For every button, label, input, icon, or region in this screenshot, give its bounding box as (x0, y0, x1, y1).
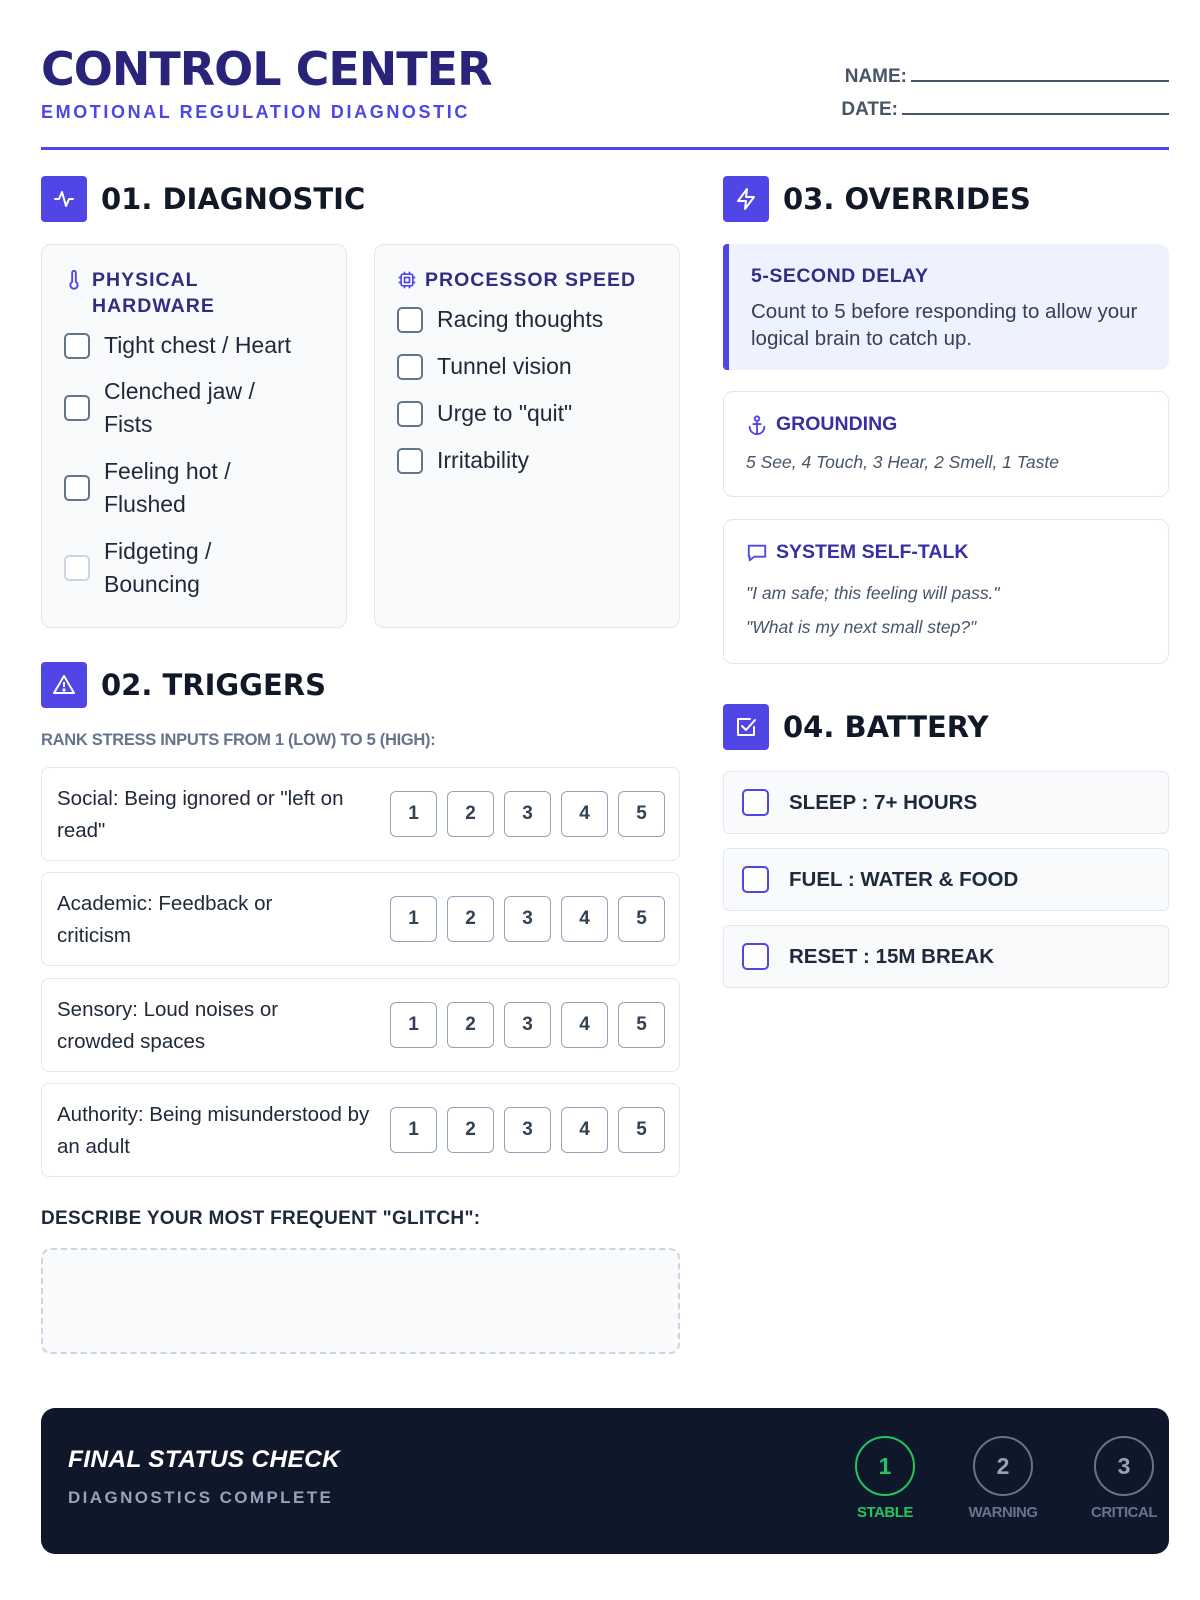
checkbox[interactable] (397, 401, 423, 427)
checkbox[interactable] (64, 555, 90, 581)
rating-button-3[interactable]: 3 (504, 896, 551, 942)
delay-text: Count to 5 before responding to allow your logical brain to catch up. (751, 300, 1138, 350)
processor-item-label: Urge to "quit" (437, 400, 573, 426)
delay-title: 5-SECOND DELAY (751, 265, 929, 287)
page-title: CONTROL CENTER (41, 42, 492, 96)
grounding-title (746, 413, 897, 436)
status-level-critical[interactable] (1079, 1436, 1169, 1521)
overrides-title: 03. OVERRIDES (783, 182, 1031, 216)
name-label: NAME: (844, 66, 907, 87)
status-label: CRITICAL (1091, 1504, 1157, 1521)
rating-button-5[interactable]: 5 (618, 1107, 665, 1153)
processor-item[interactable] (397, 303, 603, 336)
checkbox[interactable] (397, 448, 423, 474)
battery-title: 04. BATTERY (783, 710, 989, 744)
processor-item[interactable] (397, 444, 529, 477)
physical-item-label: Feeling hot / Flushed (104, 458, 231, 517)
status-label: WARNING (968, 1504, 1038, 1521)
page-subtitle: EMOTIONAL REGULATION DIAGNOSTIC (41, 102, 470, 122)
checkbox[interactable] (742, 789, 769, 816)
checkbox[interactable] (64, 395, 90, 421)
triggers-heading (41, 662, 326, 708)
rating-button-1[interactable]: 1 (390, 1107, 437, 1153)
self-talk-title-text: SYSTEM SELF-TALK (776, 541, 969, 563)
trigger-row (41, 978, 680, 1072)
status-level-warning[interactable] (958, 1436, 1048, 1521)
worksheet-page (41, 0, 1169, 1600)
rating-button-5[interactable]: 5 (618, 791, 665, 837)
rating-button-1[interactable]: 1 (390, 791, 437, 837)
rating-button-5[interactable]: 5 (618, 1002, 665, 1048)
physical-hardware-title (64, 267, 215, 319)
status-footer (41, 1408, 1169, 1554)
physical-title-line1: PHYSICAL (92, 269, 199, 291)
checkbox[interactable] (397, 354, 423, 380)
rating-button-4[interactable]: 4 (561, 1107, 608, 1153)
battery-item-label: RESET : 15M BREAK (789, 944, 995, 968)
trigger-label: Authority: Being misunderstood by an adult (57, 1103, 370, 1158)
rating-button-4[interactable]: 4 (561, 896, 608, 942)
checkbox[interactable] (64, 475, 90, 501)
self-talk-title (746, 541, 968, 564)
rating-button-1[interactable]: 1 (390, 1002, 437, 1048)
battery-heading (723, 704, 989, 750)
trigger-label: Academic: Feedback or criticism (57, 892, 273, 947)
diagnostic-heading (41, 176, 365, 222)
rating-button-4[interactable]: 4 (561, 791, 608, 837)
battery-item-label: SLEEP : 7+ HOURS (789, 790, 978, 814)
status-label: STABLE (857, 1504, 913, 1521)
warning-icon (41, 662, 87, 708)
processor-item-label: Racing thoughts (437, 306, 604, 332)
grounding-title-text: GROUNDING (776, 413, 898, 435)
checkbox[interactable] (397, 307, 423, 333)
lightning-icon (723, 176, 769, 222)
rating-button-1[interactable]: 1 (390, 896, 437, 942)
trigger-label: Social: Being ignored or "left on read" (57, 787, 344, 842)
self-talk-line: "What is my next small step?" (746, 617, 977, 637)
checkbox-icon (723, 704, 769, 750)
glitch-prompt: DESCRIBE YOUR MOST FREQUENT "GLITCH": (41, 1208, 481, 1229)
physical-item[interactable] (64, 329, 291, 362)
rating-scale (390, 896, 665, 942)
rating-button-3[interactable]: 3 (504, 791, 551, 837)
processor-speed-box (374, 244, 680, 628)
checkbox[interactable] (64, 333, 90, 359)
processor-item-label: Tunnel vision (437, 353, 572, 379)
battery-item-label: FUEL : WATER & FOOD (789, 867, 1019, 891)
physical-item[interactable] (64, 535, 294, 601)
thermometer-icon (64, 269, 84, 291)
rank-instruction: RANK STRESS INPUTS FROM 1 (LOW) TO 5 (HIGH): (41, 731, 436, 749)
pulse-icon (41, 176, 87, 222)
glitch-response-field[interactable] (41, 1248, 680, 1354)
triggers-title: 02. TRIGGERS (101, 668, 327, 702)
physical-item-label: Fidgeting / Bouncing (104, 538, 212, 597)
status-circle[interactable]: 1 (855, 1436, 915, 1496)
status-circle[interactable]: 3 (1094, 1436, 1154, 1496)
rating-button-4[interactable]: 4 (561, 1002, 608, 1048)
checkbox[interactable] (742, 866, 769, 893)
rating-button-3[interactable]: 3 (504, 1002, 551, 1048)
processor-item[interactable] (397, 397, 572, 430)
physical-hardware-box (41, 244, 347, 628)
rating-button-3[interactable]: 3 (504, 1107, 551, 1153)
rating-button-2[interactable]: 2 (447, 1002, 494, 1048)
trigger-row (41, 1083, 680, 1177)
footer-title: FINAL STATUS CHECK (68, 1446, 341, 1473)
anchor-icon (746, 414, 768, 436)
trigger-row (41, 767, 680, 861)
status-level-stable[interactable] (840, 1436, 930, 1521)
physical-item-label: Clenched jaw / Fists (104, 378, 255, 437)
footer-subtitle: DIAGNOSTICS COMPLETE (68, 1488, 334, 1507)
processor-item[interactable] (397, 350, 572, 383)
processor-title-text: PROCESSOR SPEED (425, 269, 637, 291)
delay-callout (723, 244, 1169, 370)
trigger-label: Sensory: Loud noises or crowded spaces (57, 998, 279, 1053)
rating-button-5[interactable]: 5 (618, 896, 665, 942)
grounding-card (723, 391, 1169, 497)
self-talk-line: "I am safe; this feeling will pass." (746, 583, 1000, 603)
physical-item[interactable] (64, 455, 294, 521)
date-label: DATE: (841, 99, 898, 120)
rating-button-2[interactable]: 2 (447, 896, 494, 942)
trigger-row (41, 872, 680, 966)
processor-speed-title (397, 267, 636, 293)
diagnostic-title: 01. DIAGNOSTIC (101, 182, 366, 216)
processor-item-label: Irritability (437, 447, 530, 473)
rating-scale (390, 1002, 665, 1048)
rating-button-2[interactable]: 2 (447, 1107, 494, 1153)
battery-item[interactable] (723, 848, 1169, 911)
right-column (723, 0, 1169, 1400)
chip-icon (397, 269, 417, 291)
physical-title-line2: HARDWARE (92, 295, 215, 317)
overrides-heading (723, 176, 1031, 222)
checkbox[interactable] (742, 943, 769, 970)
speech-bubble-icon (746, 542, 768, 564)
physical-item-label: Tight chest / Heart (104, 332, 292, 358)
rating-scale (390, 1107, 665, 1153)
status-circle[interactable]: 2 (973, 1436, 1033, 1496)
battery-item[interactable] (723, 925, 1169, 988)
battery-item[interactable] (723, 771, 1169, 834)
self-talk-card (723, 519, 1169, 664)
grounding-text: 5 See, 4 Touch, 3 Hear, 2 Smell, 1 Taste (746, 452, 1059, 472)
rating-scale (390, 791, 665, 837)
rating-button-2[interactable]: 2 (447, 791, 494, 837)
physical-item[interactable] (64, 375, 294, 441)
